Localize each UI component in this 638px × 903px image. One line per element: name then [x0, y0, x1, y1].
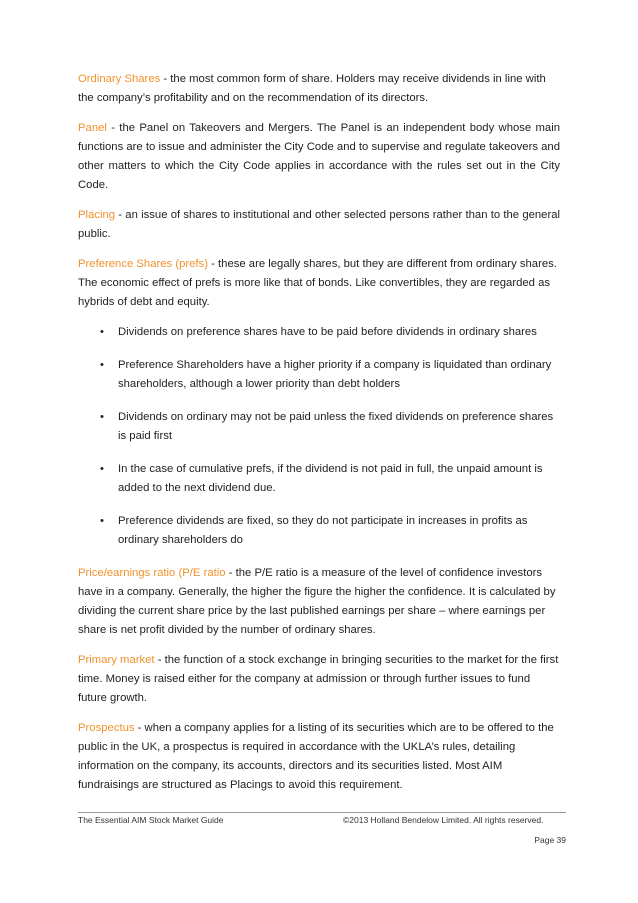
list-item: • Dividends on ordinary may not be paid unless the fixed dividends on preference shares is paid first	[78, 408, 560, 446]
bullet-icon: •	[100, 411, 104, 423]
glossary-entry-ordinary-shares	[78, 70, 560, 108]
footer-document-title: The Essential AIM Stock Market Guide	[78, 815, 224, 825]
glossary-term: Price/earnings ratio (P/E ratio	[78, 567, 226, 579]
footer-copyright: ©2013 Holland Bendelow Limited. All rights reserved.	[343, 815, 544, 825]
footer-divider	[78, 812, 566, 813]
list-item: • Dividends on preference shares have to be paid before dividends in ordinary shares	[78, 323, 560, 342]
list-item: • Preference Shareholders have a higher priority if a company is liquidated than ordinary shareholders, although a lower priority than debt holders	[78, 356, 560, 394]
bullet-icon: •	[100, 463, 104, 475]
glossary-entry-panel	[78, 119, 560, 195]
glossary-entry-preference-shares	[78, 255, 560, 312]
glossary-term: Prospectus	[78, 722, 135, 734]
bullet-icon: •	[100, 326, 104, 338]
glossary-term: Panel	[78, 122, 107, 134]
glossary-term: Ordinary Shares	[78, 73, 161, 85]
glossary-entry-prospectus	[78, 719, 560, 795]
glossary-definition: - these are legally shares, but they are different from ordinary shares. The economic effect of prefs is more like that of bonds. Like convertibles, they are regarded as hybrids of debt and equity.	[78, 258, 557, 308]
glossary-definition: - an issue of shares to institutional and other selected persons rather than to the general public.	[78, 209, 560, 240]
glossary-content	[78, 70, 560, 806]
glossary-entry-pe-ratio	[78, 564, 560, 640]
list-item: • In the case of cumulative prefs, if the dividend is not paid in full, the unpaid amount is added to the next dividend due.	[78, 460, 560, 498]
bullet-icon: •	[100, 515, 104, 527]
glossary-term: Primary market	[78, 654, 155, 666]
glossary-term: Placing	[78, 209, 116, 221]
preference-shares-bullet-list	[78, 323, 560, 550]
glossary-term: Preference Shares (prefs)	[78, 258, 208, 270]
glossary-definition: - the Panel on Takeovers and Mergers. The Panel is an independent body whose main functions are to issue and administer the City Code and to supervise and regulate takeovers and other matters to which the City Code applies in accordance with the rules set out in the City Code.	[78, 122, 560, 191]
glossary-entry-placing	[78, 206, 560, 244]
page-number: Page 39	[534, 835, 566, 845]
glossary-entry-primary-market	[78, 651, 560, 708]
glossary-definition: - the P/E ratio is a measure of the level of confidence investors have in a company. Generally, the higher the figure the higher the confidence. It is calculated by dividing the current share price by the last published earnings per share – where earnings per share is net profit divided by the number of ordinary shares.	[78, 567, 556, 636]
glossary-definition: - the most common form of share. Holders may receive dividends in line with the company’s profitability and on the recommendation of its directors.	[78, 73, 546, 104]
glossary-definition: - when a company applies for a listing of its securities which are to be offered to the public in the UK, a prospectus is required in accordance with the UKLA’s rules, detailing information on the company, its accounts, directors and its securities listed. Most AIM fundraisings are structured as Placings to avoid this requirement.	[78, 722, 554, 791]
list-item: • Preference dividends are fixed, so they do not participate in increases in profits as ordinary shareholders do	[78, 512, 560, 550]
bullet-icon: •	[100, 359, 104, 371]
glossary-definition: - the function of a stock exchange in bringing securities to the market for the first time. Money is raised either for the company at admission or through further issues to fund future growth.	[78, 654, 559, 704]
